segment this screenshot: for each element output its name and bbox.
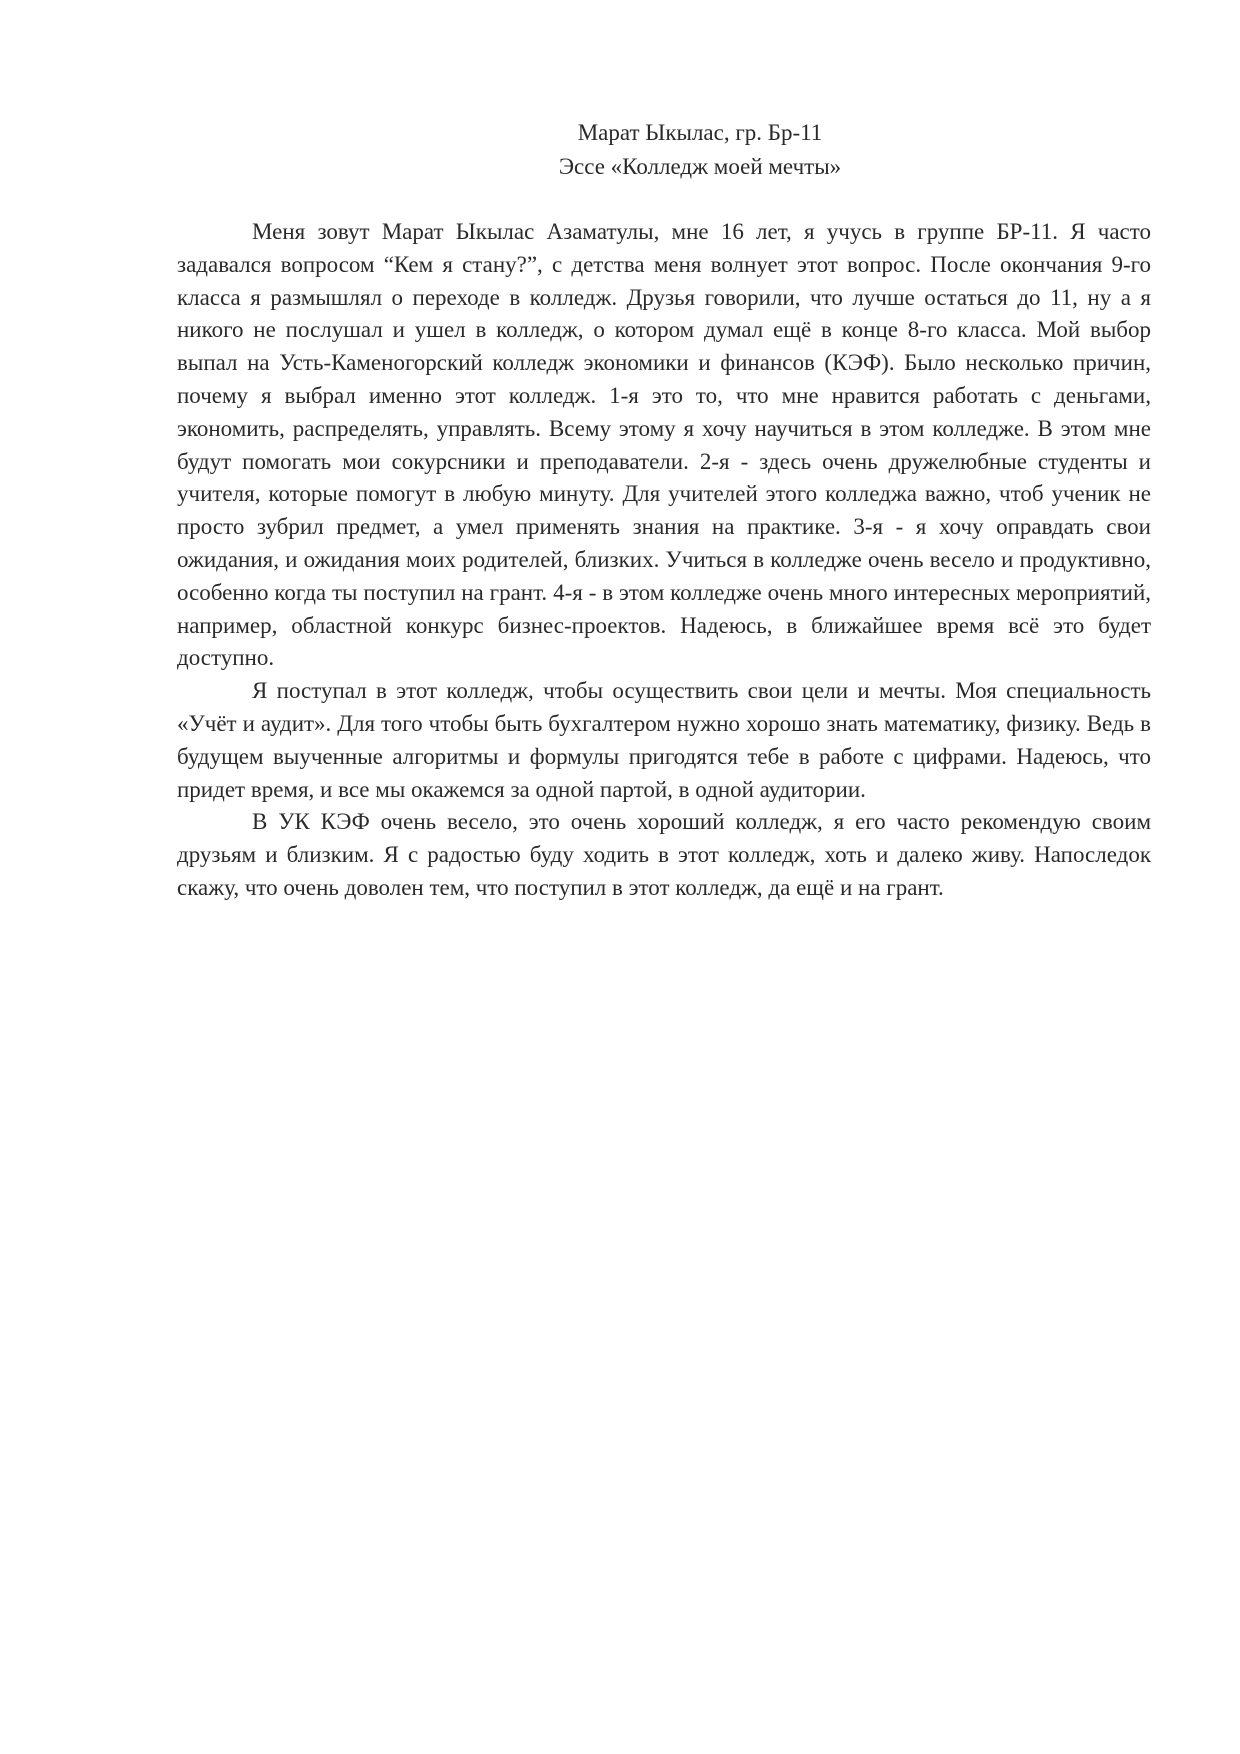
essay-title: Эссе «Колледж моей мечты» xyxy=(558,154,842,179)
paragraph-3: В УК КЭФ очень весело, это очень хороший колледж, я его часто рекомендую своим друзьям и близким. Я с радостью буду ходить в этот колледж, хоть и далеко живу. Напоследок скажу, что очень доволен тем, что поступил в этот колледж, да ещё и на грант. xyxy=(177,809,1151,900)
essay-body xyxy=(177,216,1151,905)
document-header xyxy=(0,116,1240,184)
paragraph-1: Меня зовут Марат Ыкылас Азаматулы, мне 16 лет, я учусь в группе БР-11. Я часто задавался вопросом “Кем я стану?”, с детства меня волнует этот вопрос. После окончания 9-го класса я размышлял о переходе в колледж. Друзья говорили, что лучше остаться до 11, ну а я никого не послушал и ушел в колледж, о котором думал ещё в конце 8-го класса. Мой выбор выпал на Усть-Каменогорский колледж экономики и финансов (КЭФ). Было несколько причин, почему я выбрал именно этот колледж. 1-я это то, что мне нравится работать с деньгами, экономить, распределять, управлять. Всему этому я хочу научиться в этом колледже. В этом мне будут помогать мои сокурсники и преподаватели. 2-я - здесь очень дружелюбные студенты и учителя, которые помогут в любую минуту. Для учителей этого колледжа важно, чтоб ученик не просто зубрил предмет, а умел применять знания на практике. 3-я - я хочу оправдать свои ожидания, и ожидания моих родителей, близких. Учиться в колледже очень весело и продуктивно, особенно когда ты поступил на грант. 4-я - в этом колледже очень много интересных мероприятий, например, областной конкурс бизнес-проектов. Надеюсь, в ближайшее время всё это будет доступно. xyxy=(177,219,1151,671)
author-line: Марат Ыкылас, гр. Бр-11 xyxy=(577,120,823,145)
paragraph-2: Я поступал в этот колледж, чтобы осуществить свои цели и мечты. Моя специальность «Учёт и аудит». Для того чтобы быть бухгалтером нужно хорошо знать математику, физику. Ведь в будущем выученные алгоритмы и формулы пригодятся тебе в работе с цифрами. Надеюсь, что придет время, и все мы окажемся за одной партой, в одной аудитории. xyxy=(177,678,1151,802)
